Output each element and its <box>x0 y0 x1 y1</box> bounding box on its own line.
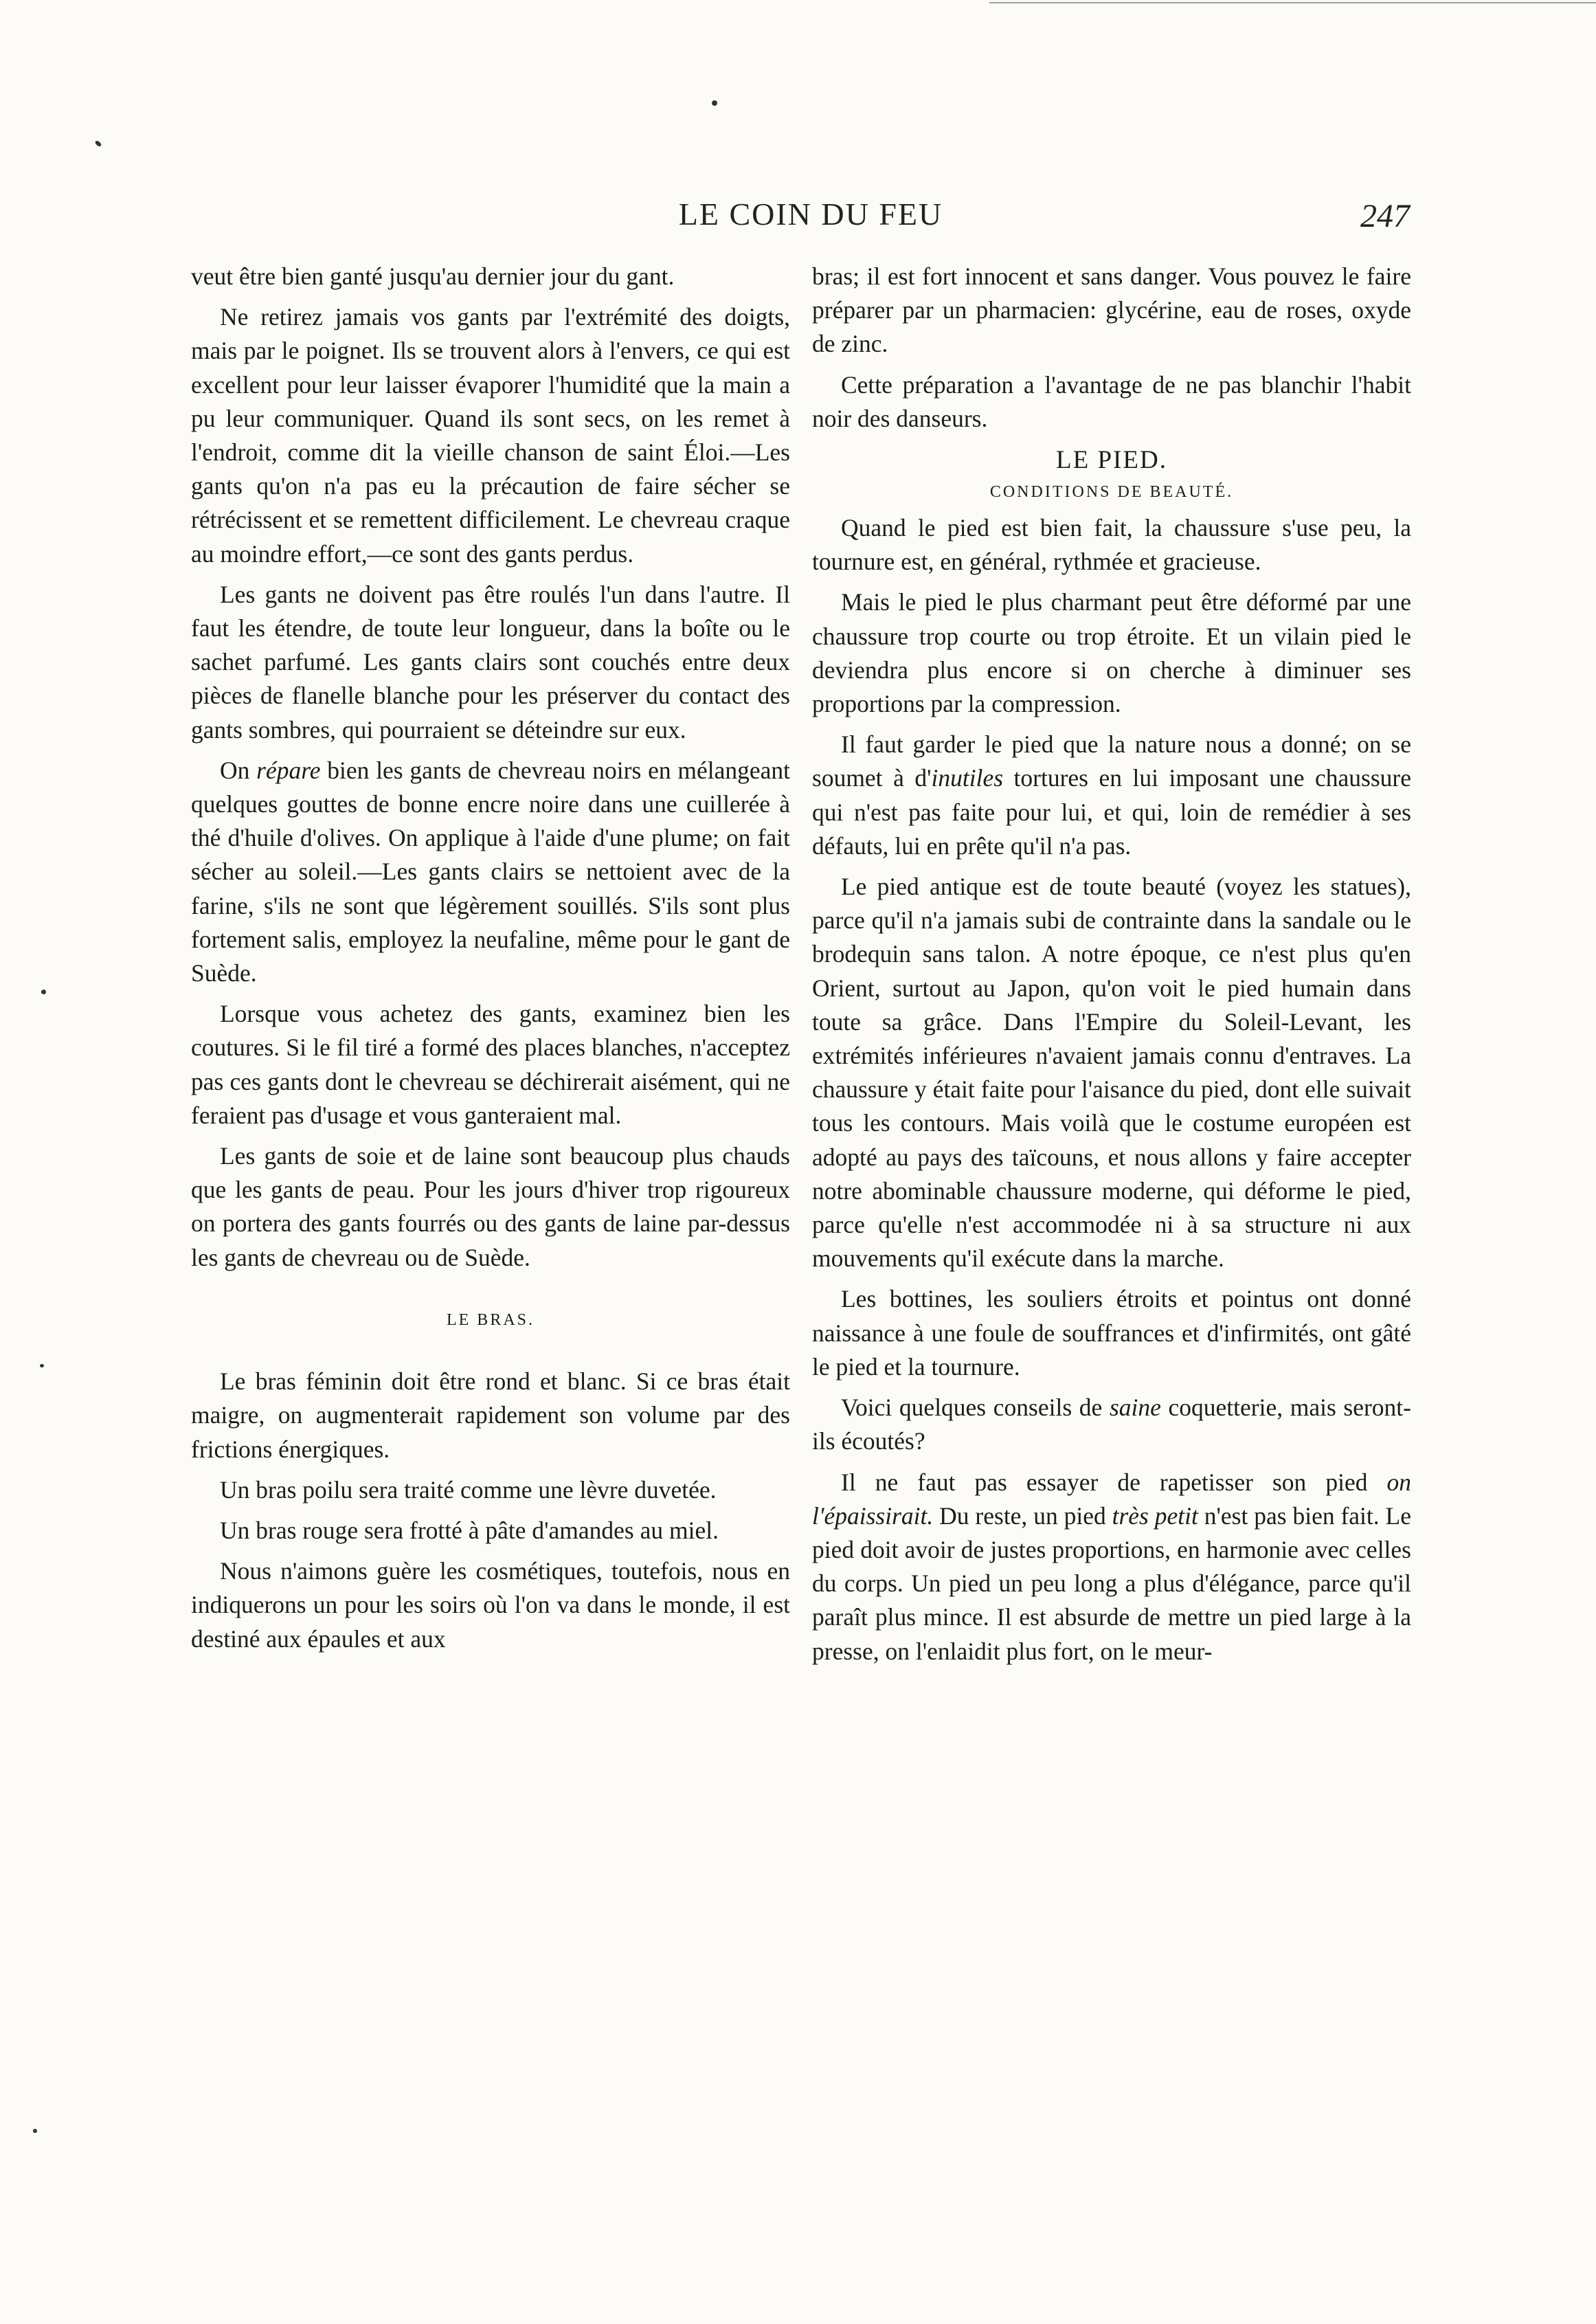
paragraph: Cette préparation a l'avantage de ne pas blanchir l'habit noir des danseurs. <box>812 370 1411 432</box>
running-header-title: LE COIN DU FEU <box>678 197 943 232</box>
left-column <box>191 260 790 1663</box>
italic-word: répare <box>256 756 321 784</box>
italic-word: inutiles <box>931 764 1004 792</box>
paragraph: Ne retirez jamais vos gants par l'extrémité des doigts, mais par le poignet. Ils se trouvent alors à l'envers, ce qui est excellent pour leur laisser évaporer l'humidité que la main a pu leur communiquer. Quand ils sont secs, on les remet à l'endroit, comme dit la vieille chanson de saint Éloi.—Les gants qu'on n'a pas eu la précaution de faire sécher se rétrécissent et se remettent difficilement. Le chevreau craque au moindre effort,—ce sont des gants perdus. <box>191 303 790 568</box>
italic-phrase: très petit <box>1112 1501 1198 1530</box>
ink-speck <box>33 2129 37 2133</box>
paragraph: Les gants de soie et de laine sont beaucoup plus chauds que les gants de peau. Pour les jours d'hiver trop rigoureux on portera des gants fourrés ou des gants de laine par-dessus les gants de chevreau ou de Suède. <box>191 1142 790 1271</box>
ink-speck <box>40 1364 44 1367</box>
section-heading-pied: LE PIED. <box>1056 446 1167 475</box>
ink-speck <box>712 100 717 106</box>
paragraph: veut être bien ganté jusqu'au dernier jour du gant. <box>191 262 675 290</box>
text-run: Il ne faut pas essayer de rapetisser son pied <box>841 1468 1387 1496</box>
text-run: Voici quelques conseils de <box>841 1394 1110 1422</box>
text-run: tortures en lui imposant une chaussure qui n'est pas faite pour lui, et qui, loin de remédier à ses défauts, lui en prête qu'il n'a pas. <box>812 764 1411 860</box>
text-run: Du reste, un pied <box>933 1501 1112 1530</box>
paragraph: Un bras poilu sera traité comme une lèvre duvetée. <box>220 1475 717 1504</box>
right-column <box>812 260 1411 1675</box>
paragraph <box>812 1391 1411 1458</box>
paragraph: Le bras féminin doit être rond et blanc. Si ce bras était maigre, on augmenterait rapidement son volume par des frictions énergiques. <box>191 1367 790 1463</box>
italic-word: saine <box>1109 1394 1161 1422</box>
paragraph: Quand le pied est bien fait, la chaussure s'use peu, la tournure est, en général, rythmée et gracieuse. <box>812 514 1411 576</box>
paragraph <box>191 754 790 990</box>
paragraph: Mais le pied le plus charmant peut être déformé par une chaussure trop courte ou trop étroite. Et un vilain pied le deviendra plus encore si on cherche à diminuer ses proportions par la compression. <box>812 588 1411 718</box>
paragraph: Le pied antique est de toute beauté (voyez les statues), parce qu'il n'a jamais subi de contrainte dans la sandale ou le brodequin sans talon. A notre époque, ce n'est plus qu'en Orient, surtout au Japon, qu'on voit le pied humain dans toute sa grâce. Dans l'Empire du Soleil-Levant, les extrémités inférieures n'avaient jamais connu d'entraves. La chaussure y était faite pour l'aisance du pied, dont elle suivait tous les contours. Mais voilà que le costume européen est adopté au pays des taïcouns, et nous allons y faire accepter notre abominable chaussure moderne, qui déforme le pied, parce qu'elle n'est accommodée ni à sa structure ni aux mouvements qu'il exécute dans la marche. <box>812 873 1411 1273</box>
italic-phrase: on l'épaissirait. <box>812 1468 1411 1530</box>
paragraph: bras; il est fort innocent et sans danger. Vous pouvez le faire préparer par un pharmacien: glycérine, eau de roses, oxyde de zinc. <box>812 262 1411 358</box>
text-run: Il faut garder le pied que la nature nous a donné; on se soumet à d' <box>812 730 1411 792</box>
ink-speck <box>94 139 102 147</box>
paragraph: Nous n'aimons guère les cosmétiques, toutefois, nous en indiquerons un pour les soirs où l'on va dans le monde, il est destiné aux épaules et aux <box>191 1557 790 1653</box>
paragraph: Un bras rouge sera frotté à pâte d'amandes au miel. <box>220 1516 719 1544</box>
text-run: bien les gants de chevreau noirs en mélangeant quelques gouttes de bonne encre noire dans une cuillerée à thé d'huile d'olives. On applique à l'aide d'une plume; on fait sécher au soleil.—Les gants clairs se nettoient avec de la farine, s'ils ne sont que légèrement souillés. S'ils sont plus fortement salis, employez la neufaline, même pour le gant de Suède. <box>191 756 790 987</box>
section-heading-bras: LE BRAS. <box>446 1310 535 1329</box>
top-rule <box>989 2 1596 3</box>
ink-speck <box>41 990 46 994</box>
paragraph <box>812 728 1411 863</box>
paragraph <box>812 1466 1411 1668</box>
text-run: coquetterie, mais seront-ils écoutés? <box>812 1394 1411 1455</box>
paragraph: Les bottines, les souliers étroits et pointus ont donné naissance à une foule de souffrances et d'infirmités, ont gâté le pied et la tournure. <box>812 1285 1411 1381</box>
paragraph: Lorsque vous achetez des gants, examinez bien les coutures. Si le fil tiré a formé des places blanches, n'acceptez pas ces gants dont le chevreau se déchirerait aisément, qui ne feraient pas d'usage et vous ganteraient mal. <box>191 1000 790 1129</box>
paragraph: Les gants ne doivent pas être roulés l'un dans l'autre. Il faut les étendre, de toute leur longueur, dans la boîte ou le sachet parfumé. Les gants clairs sont couchés entre deux pièces de flanelle blanche pour les préserver du contact des gants sombres, qui pourraient se déteindre sur eux. <box>191 580 790 744</box>
text-run: On <box>220 756 257 784</box>
page-number: 247 <box>1360 198 1410 234</box>
section-subheading: CONDITIONS DE BEAUTÉ. <box>989 483 1234 502</box>
text-run: n'est pas bien fait. Le pied doit avoir de justes proportions, en harmonie avec celles du corps. Un pied un peu long a plus d'élégance, parce qu'il paraît plus mince. Il est absurde de mettre un pied large à la presse, on l'enlaidit plus fort, on le meur- <box>812 1501 1411 1665</box>
